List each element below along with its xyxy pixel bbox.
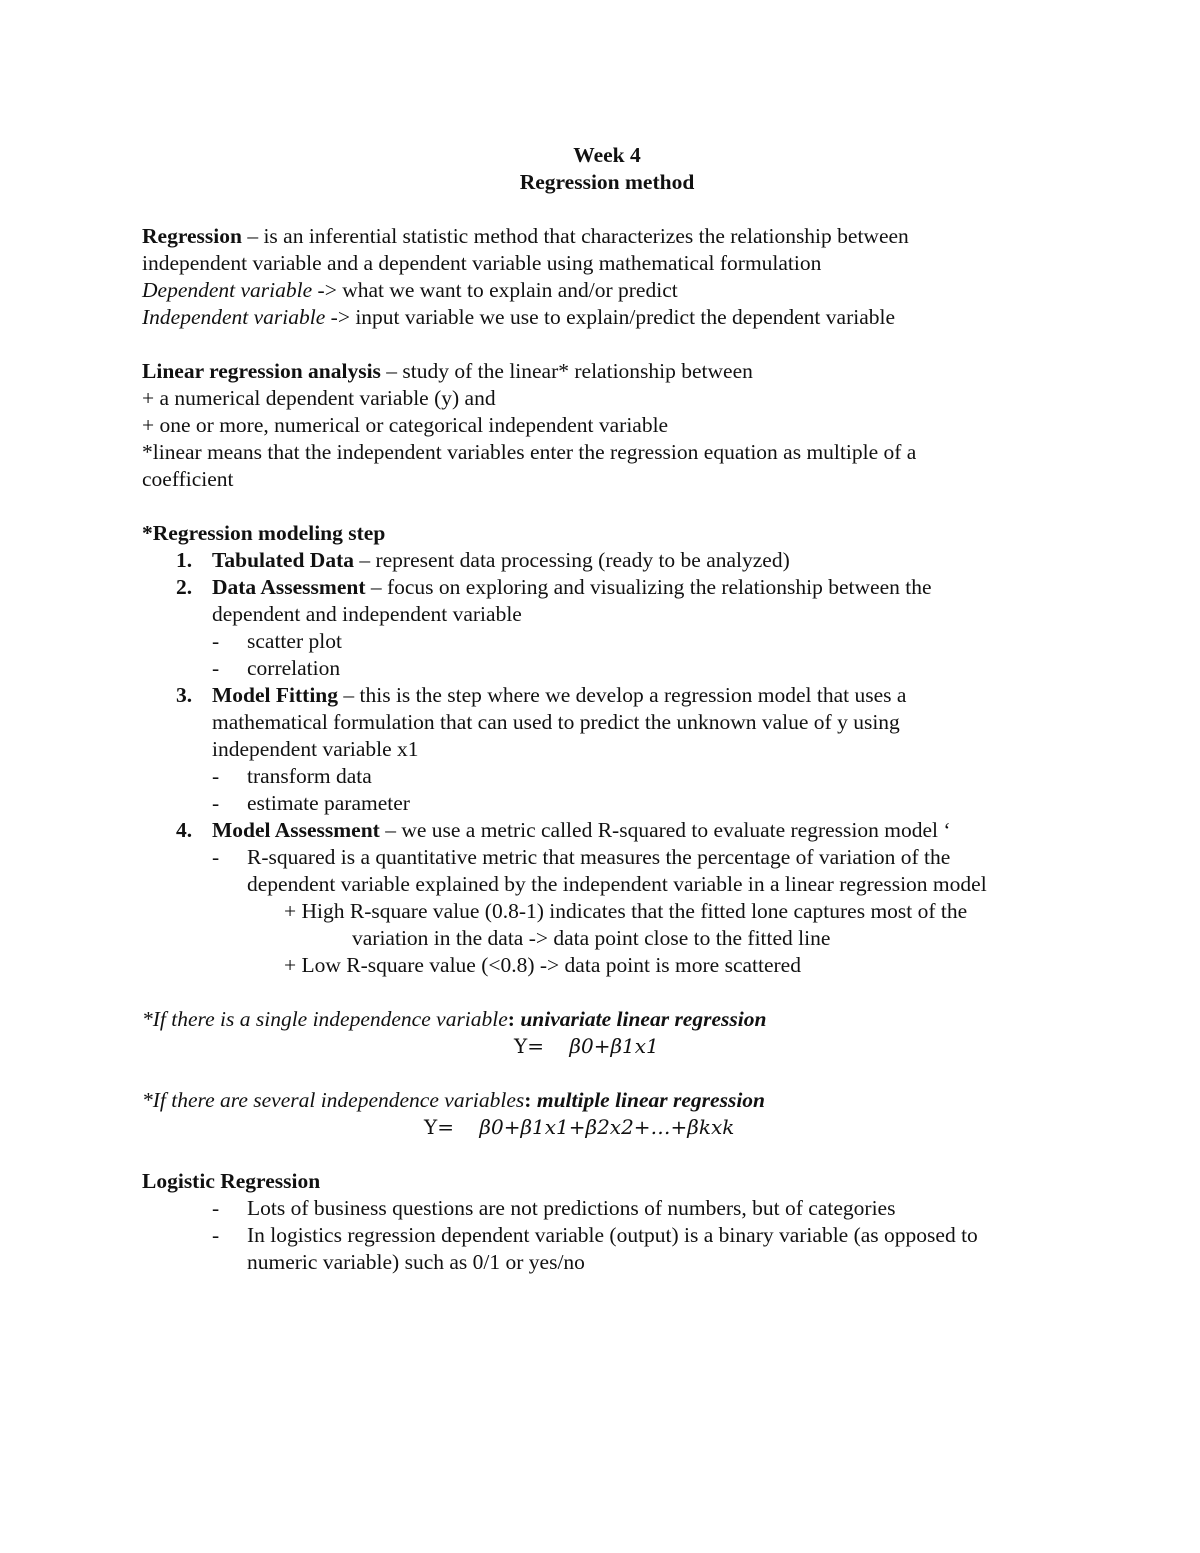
equation-rhs: β0+β1x1 xyxy=(569,1034,659,1058)
dash-marker: - xyxy=(212,845,220,869)
sub-item: correlation xyxy=(247,656,341,680)
step-text: – we use a metric called R-squared to evaluate regression model ‘ xyxy=(379,818,951,842)
step-title: Model Assessment xyxy=(212,818,380,842)
logistic-bullet-2 xyxy=(212,1222,1072,1276)
high-rsquare-line1: + High R-square value (0.8-1) indicates that the fitted lone captures most of the xyxy=(284,899,968,923)
step-text-cont: independent variable x1 xyxy=(212,737,419,761)
dash-marker: - xyxy=(212,764,220,788)
linear-note-line1: *linear means that the independent variables enter the regression equation as multiple of a xyxy=(142,440,917,464)
step-text-cont: mathematical formulation that can used to predict the unknown value of y using xyxy=(212,710,900,734)
linear-text: – study of the linear* relationship between xyxy=(380,359,753,383)
dash-marker: - xyxy=(212,1196,220,1220)
step-4 xyxy=(176,817,1072,844)
step-number: 1. xyxy=(176,548,193,572)
page-title: Regression method xyxy=(519,170,695,194)
univariate-term: univariate linear regression xyxy=(520,1007,767,1031)
low-rsquare: + Low R-square value (<0.8) -> data point is more scattered xyxy=(284,953,801,977)
dependent-term: Dependent variable xyxy=(142,278,313,302)
regression-definition xyxy=(142,223,1072,250)
step-2-sub-2 xyxy=(212,655,1072,682)
multiple-heading xyxy=(142,1087,1072,1114)
step-2-sub-1 xyxy=(212,628,1072,655)
equation-rhs: β0+β1x1+β2x2+…+βkxk xyxy=(479,1115,735,1139)
dash-marker: - xyxy=(212,1223,220,1247)
dash-marker: - xyxy=(212,791,220,815)
multiple-colon: : xyxy=(524,1088,537,1112)
step-number: 4. xyxy=(176,818,193,842)
independent-term: Independent variable xyxy=(142,305,326,329)
dash-marker: - xyxy=(212,629,220,653)
step-text: – this is the step where we develop a regression model that uses a xyxy=(338,683,907,707)
univariate-colon: : xyxy=(507,1007,521,1031)
regression-def-line1: – is an inferential statistic method that characterizes the relationship between xyxy=(241,224,909,248)
step-3 xyxy=(176,682,1072,763)
step-4-sub-1 xyxy=(212,844,1072,898)
week-heading: Week 4 xyxy=(573,143,641,167)
step-text: – represent data processing (ready to be analyzed) xyxy=(353,548,790,572)
modeling-heading: *Regression modeling step xyxy=(142,521,386,545)
dependent-variable-def xyxy=(142,277,1072,304)
linear-bullet-1: + a numerical dependent variable (y) and xyxy=(142,386,496,410)
sub-item: estimate parameter xyxy=(247,791,410,815)
step-number: 3. xyxy=(176,683,193,707)
high-rsquare-line2: variation in the data -> data point close to the fitted line xyxy=(352,926,831,950)
step-number: 2. xyxy=(176,575,193,599)
regression-def-line2: independent variable and a dependent variable using mathematical formulation xyxy=(142,251,822,275)
logistic-bullet-text: In logistics regression dependent variable (output) is a binary variable (as opposed to xyxy=(247,1223,978,1247)
independent-variable-def xyxy=(142,304,1072,331)
multiple-term: multiple linear regression xyxy=(536,1088,766,1112)
regression-term: Regression xyxy=(142,224,242,248)
step-text-cont: dependent and independent variable xyxy=(212,602,522,626)
step-title: Tabulated Data xyxy=(212,548,354,572)
sub-item: scatter plot xyxy=(247,629,342,653)
univariate-equation xyxy=(142,1033,1072,1060)
step-3-sub-2 xyxy=(212,790,1072,817)
univariate-intro: *If there is a single independence variable xyxy=(142,1007,508,1031)
linear-term: Linear regression analysis xyxy=(142,359,381,383)
step-title: Model Fitting xyxy=(212,683,338,707)
step-3-sub-1 xyxy=(212,763,1072,790)
linear-bullet-2: + one or more, numerical or categorical independent variable xyxy=(142,413,669,437)
logistic-bullet-text: Lots of business questions are not predictions of numbers, but of categories xyxy=(247,1196,896,1220)
multiple-intro: *If there are several independence variables xyxy=(142,1088,525,1112)
multiple-equation xyxy=(142,1114,1072,1141)
linear-note-line2: coefficient xyxy=(142,467,234,491)
dash-marker: - xyxy=(212,656,220,680)
step-2 xyxy=(176,574,1072,628)
rsquared-def-line1: R-squared is a quantitative metric that measures the percentage of variation of the xyxy=(247,845,951,869)
logistic-bullet-text-cont: numeric variable) such as 0/1 or yes/no xyxy=(247,1250,585,1274)
dependent-text: -> what we want to explain and/or predict xyxy=(312,278,678,302)
document-content xyxy=(142,142,1072,1276)
step-text: – focus on exploring and visualizing the relationship between the xyxy=(365,575,932,599)
step-1 xyxy=(176,547,1072,574)
equation-lhs: Y= xyxy=(514,1034,544,1058)
univariate-heading xyxy=(142,1006,1072,1033)
independent-text: -> input variable we use to explain/predict the dependent variable xyxy=(325,305,896,329)
sub-item: transform data xyxy=(247,764,372,788)
step-title: Data Assessment xyxy=(212,575,366,599)
linear-regression-def xyxy=(142,358,1072,385)
logistic-heading: Logistic Regression xyxy=(142,1169,321,1193)
equation-lhs: Y= xyxy=(424,1115,454,1139)
logistic-bullet-1 xyxy=(212,1195,1072,1222)
rsquared-def-line2: dependent variable explained by the independent variable in a linear regression model xyxy=(247,872,987,896)
